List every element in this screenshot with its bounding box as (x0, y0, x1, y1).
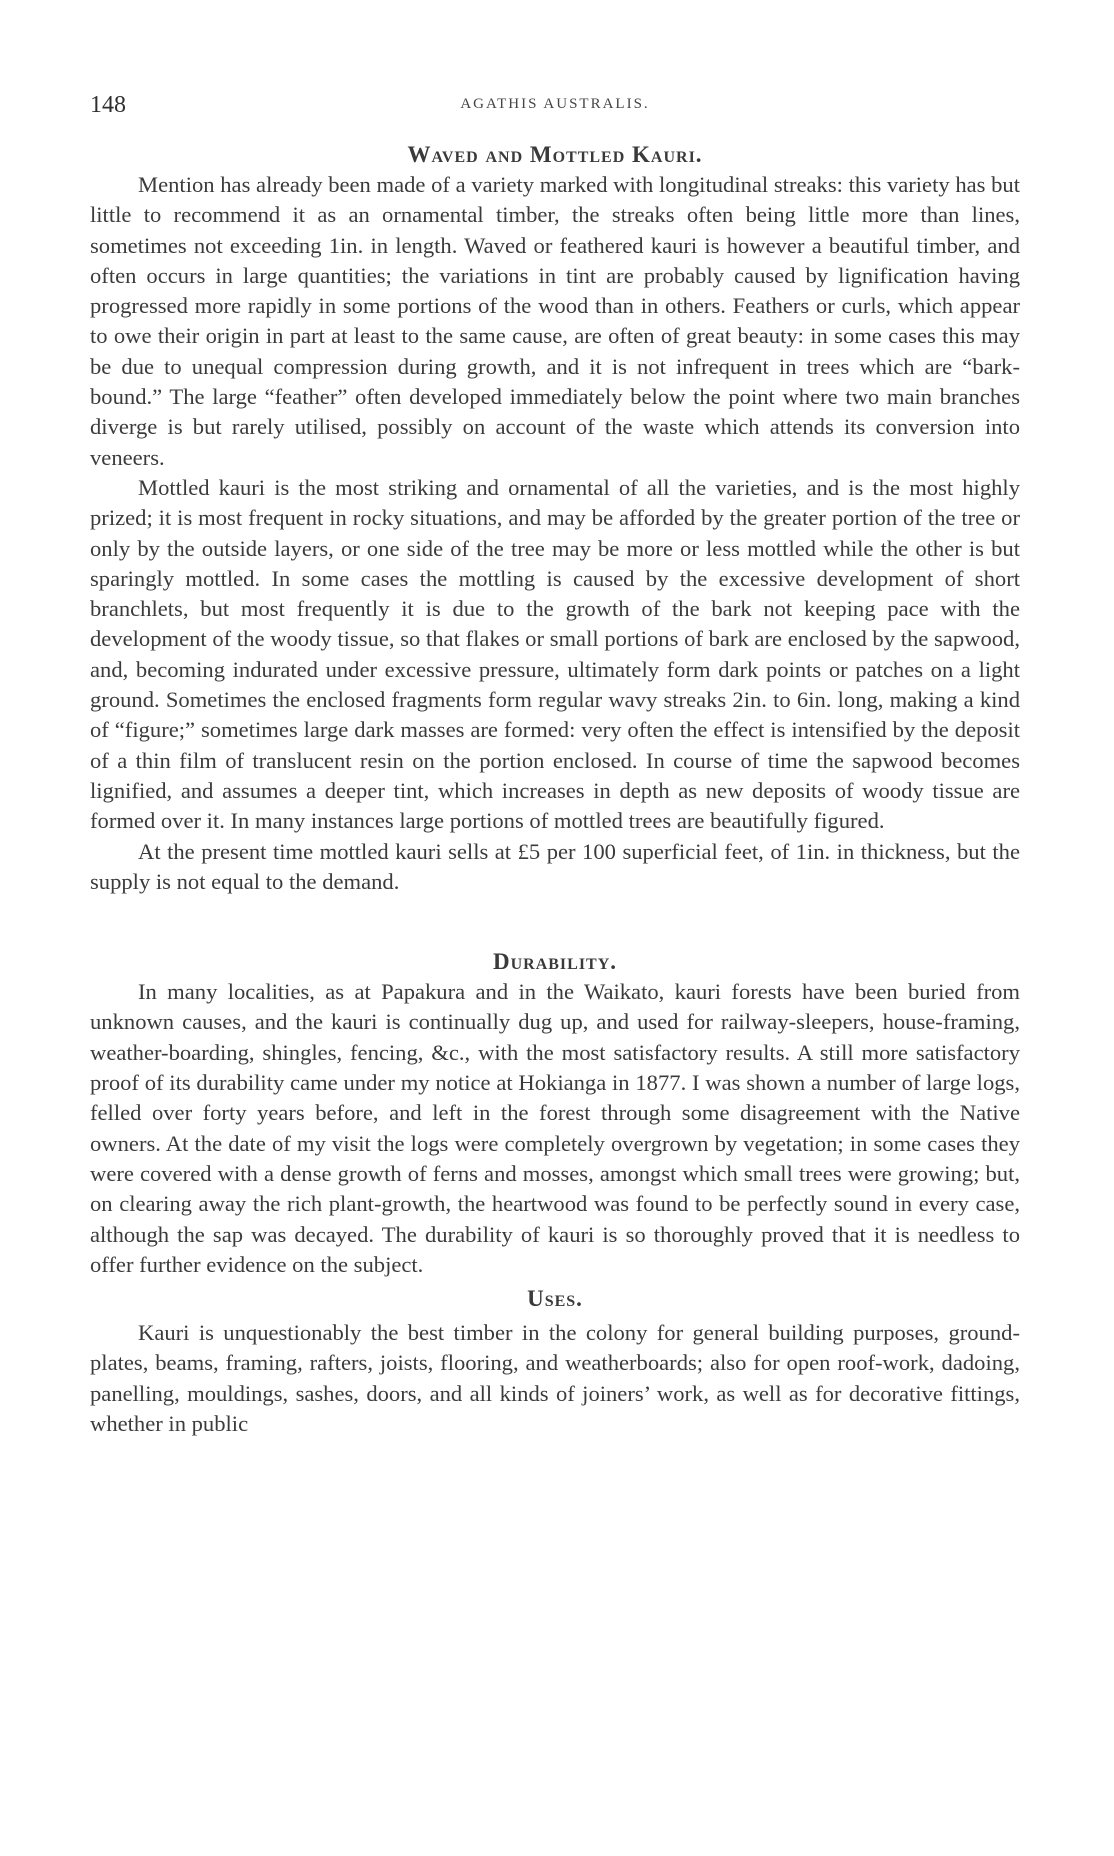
running-head (90, 92, 1020, 122)
paragraph-uses: Kauri is unquestionably the best timber in the colony for general building purposes, ground-plates, beams, framing, rafters, joists, flooring, and weatherboards; also for open roof-work, dadoing, panelling, mouldings, sashes, doors, and all kinds of joiners’ work, as well as for decorative fittings, whether in public (90, 1320, 1020, 1436)
paragraph-mottled-kauri-price: At the present time mottled kauri sells at £5 per 100 superficial feet, of 1in. in thickness, but the supply is not equal to the demand. (90, 838, 1020, 894)
page-body (90, 140, 1020, 1439)
section-heading-waved-and-mottled-kauri: Waved and Mottled Kauri. (407, 142, 703, 167)
paragraph-durability: In many localities, as at Papakura and in the Waikato, kauri forests have been buried from unknown causes, and the kauri is continually dug up, and used for railway-sleepers, house-framing, weather-boarding, shingles, fencing, &c., with the most satisfactory results. A still more satisfactory proof of its durability came under my notice at Hokianga in 1877. I was shown a number of large logs, felled over forty years before, and left in the forest through some disagreement with the Native owners. At the date of my visit the logs were completely overgrown by vegetation; in some cases they were covered with a dense growth of ferns and mosses, amongst which small trees were growing; but, on clearing away the rich plant-growth, the heartwood was found to be perfectly sound in every case, although the sap was decayed. The durability of kauri is so thoroughly proved that it is needless to offer further evidence on the subject. (90, 979, 1020, 1277)
running-title: AGATHIS AUSTRALIS. (460, 96, 650, 112)
section-heading-uses: Uses. (527, 1286, 583, 1312)
page-number: 148 (90, 92, 126, 118)
section-heading-durability: Durability. (492, 949, 618, 975)
paragraph-mottled-kauri: Mottled kauri is the most striking and ornamental of all the varieties, and is the most highly prized; it is most frequent in rocky situations, and may be afforded by the greater portion of the tree or only by the outside layers, or one side of the tree may be more or less mottled while the other is but sparingly mottled. In some cases the mottling is caused by the excessive development of short branchlets, but most frequently it is due to the growth of the bark not keeping pace with the development of the woody tissue, so that flakes or small portions of bark are enclosed by the sapwood, and, becoming indurated under excessive pressure, ultimately form dark points or patches on a light ground. Sometimes the enclosed fragments form regular wavy streaks 2in. to 6in. long, making a kind of “figure;” sometimes large dark masses are formed: very often the effect is intensified by the deposit of a thin film of translucent resin on the portion enclosed. In course of time the sapwood becomes lignified, and assumes a deeper tint, which increases in depth as new deposits of woody tissue are formed over it. In many instances large portions of mottled trees are beautifully figured. (90, 474, 1020, 834)
paragraph-waved-kauri: Mention has already been made of a variety marked with longitudinal streaks: this variety has but little to recommend it as an ornamental timber, the streaks often being little more than lines, sometimes not exceeding 1in. in length. Waved or feathered kauri is however a beautiful timber, and often occurs in large quantities; the variations in tint are probably caused by lignification having progressed more rapidly in some portions of the wood than in others. Feathers or curls, which appear to owe their origin in part at least to the same cause, are often of great beauty: in some cases this may be due to unequal compression during growth, and it is not infrequent in trees which are “bark-bound.” The large “feather” often developed immediately below the point where two main branches diverge is but rarely utilised, possibly on account of the waste which attends its conversion into veneers. (90, 172, 1020, 470)
